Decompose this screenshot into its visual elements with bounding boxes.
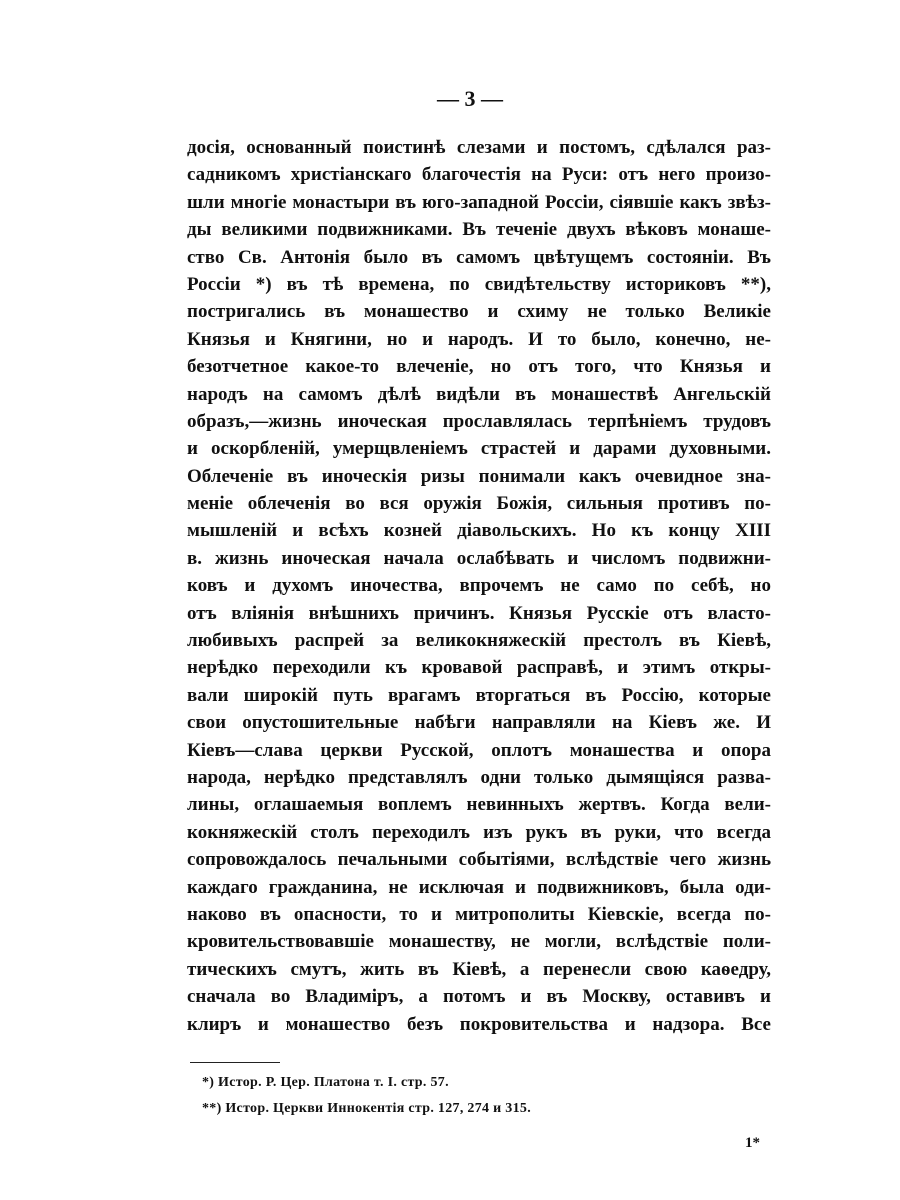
text-line: шли многіе монастыри въ юго-западной Россіи, сіявшіе какъ звѣз-	[187, 191, 771, 213]
text-line: Облеченіе въ иноческія ризы понимали какъ очевидное зна-	[187, 465, 771, 487]
text-line: досія, основанный поистинѣ слезами и постомъ, сдѣлался раз-	[187, 137, 771, 158]
text-line: нерѣдко переходили къ кровавой расправѣ, и этимъ откры-	[187, 657, 771, 679]
text-line: ство Св. Антонія было въ самомъ цвѣтущемъ состояніи. Въ	[187, 246, 771, 268]
text-line: народа, нерѣдко представлялъ одни только дымящіяся разва-	[187, 766, 771, 788]
text-line: постригались въ монашество и схиму не только Великіе	[187, 301, 771, 323]
text-line: в. жизнь иноческая начала ослабѣвать и числомъ подвижни-	[187, 547, 771, 569]
text-line: сопровождалось печальными событіями, вслѣдствіе чего жизнь	[187, 849, 771, 871]
text-line: каждаго гражданина, не исключая и подвижниковъ, была оди-	[187, 876, 771, 898]
footnote-2: **) Истор. Церкви Иннокентія стр. 127, 274 и 315.	[202, 1101, 532, 1116]
text-line: наково въ опасности, то и митрополиты Кіевскіе, всегда по-	[187, 903, 771, 925]
text-line: вали широкій путь врагамъ вторгаться въ Россію, которые	[187, 684, 771, 706]
text-line: кровительствовавшіе монашеству, не могли, вслѣдствіе поли-	[187, 931, 771, 953]
text-line: и оскорбленій, умерщвленіемъ страстей и дарами духовными.	[187, 438, 771, 460]
text-line: лины, оглашаемыя воплемъ невинныхъ жертвъ. Когда вели-	[187, 794, 771, 816]
text-line: меніе облеченія во вся оружія Божія, сильныя противъ по-	[187, 493, 771, 515]
text-line: безотчетное какое-то влеченіе, но отъ того, что Князья и	[187, 356, 771, 378]
text-line: свои опустошительные набѣги направляли на Кіевъ же. И	[187, 712, 771, 734]
signature-mark: 1*	[745, 1135, 760, 1151]
text-line: Кіевъ—слава церкви Русской, оплотъ монашества и опора	[187, 739, 771, 761]
text-line: кокняжескій столъ переходилъ изъ рукъ въ руки, что всегда	[187, 821, 771, 843]
text-line: сначала во Владиміръ, а потомъ и въ Москву, оставивъ и	[187, 986, 771, 1008]
text-line: тическихъ смутъ, жить въ Кіевѣ, а перенесли свою каѳедру,	[187, 958, 771, 980]
text-line: Россіи *) въ тѣ времена, по свидѣтельству историковъ **),	[187, 273, 771, 295]
text-line: садникомъ христіанскаго благочестія на Руси: отъ него произо-	[187, 164, 771, 186]
text-line: отъ вліянія внѣшнихъ причинъ. Князья Русскіе отъ власто-	[187, 602, 771, 624]
page-number: — 3 —	[437, 86, 503, 111]
text-line: народъ на самомъ дѣлѣ видѣли въ монашествѣ Ангельскій	[187, 383, 771, 405]
text-line: клиръ и монашество безъ покровительства и надзора. Все	[187, 1013, 771, 1035]
body-text	[187, 134, 771, 1038]
text-line: ды великими подвижниками. Въ теченіе двухъ вѣковъ монаше-	[187, 219, 771, 241]
text-line: любивыхъ распрей за великокняжескій престолъ въ Кіевѣ,	[187, 630, 771, 652]
text-line: образъ,—жизнь иноческая прославлялась терпѣніемъ трудовъ	[187, 410, 771, 432]
text-line: ковъ и духомъ иночества, впрочемъ не само по себѣ, но	[187, 575, 771, 597]
text-line: Князья и Княгини, но и народъ. И то было, конечно, не-	[187, 328, 771, 350]
footnote-divider	[190, 1062, 280, 1063]
text-line: мышленій и всѣхъ козней діавольскихъ. Но къ концу XIII	[187, 520, 771, 542]
footnote-1: *) Истор. Р. Цер. Платона т. I. стр. 57.	[202, 1075, 449, 1090]
